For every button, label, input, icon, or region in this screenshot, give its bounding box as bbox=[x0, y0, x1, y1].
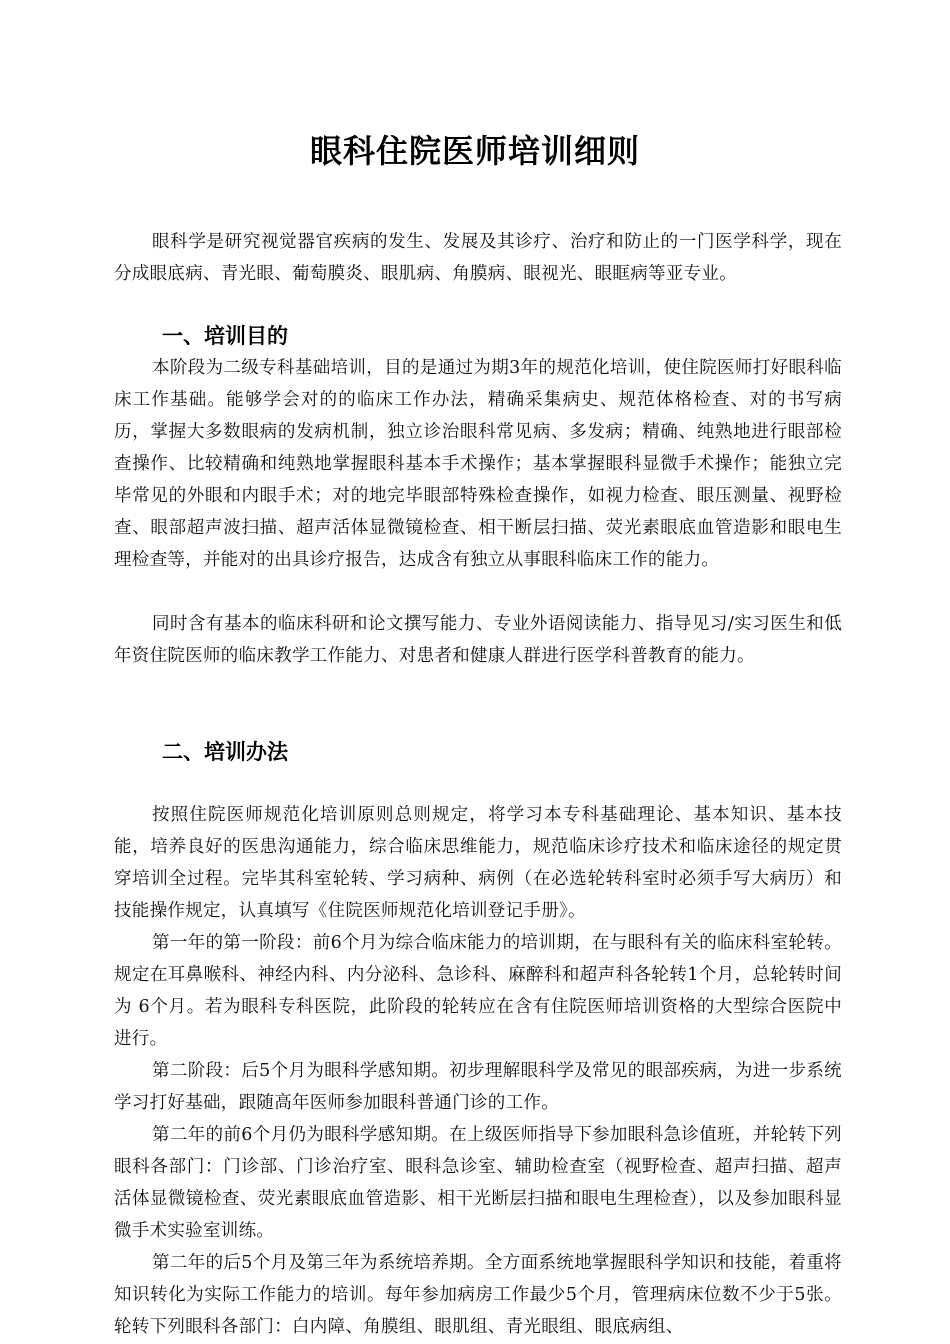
section-heading-method: 二、培训办法 bbox=[162, 740, 288, 764]
purpose-paragraph-1: 本阶段为二级专科基础培训，目的是通过为期3年的规范化培训，使住院医师打好眼科临床工作基础。能够学会对的的临床工作办法，精确采集病史、规范体格检查、对的书写病历，掌握大多数眼病的发病机制，独立诊治眼科常见病、多发病；精确、纯熟地进行眼部检查操作、比较精确和纯熟地掌握眼科基本手术操作；基本掌握眼科显微手术操作；能独立完毕常见的外眼和内眼手术；对的地完毕眼部特殊检查操作，如视力检查、眼压测量、视野检查、眼部超声波扫描、超声活体显微镜检查、相干断层扫描、荧光素眼底血管造影和眼电生理检查等，并能对的出具诊疗报告，达成含有独立从事眼科临床工作的能力。 bbox=[114, 358, 842, 570]
method-paragraph-5: 第二年的后5个月及第三年为系统培养期。全方面系统地掌握眼科学知识和技能，着重将知识转化为实际工作能力的培训。每年参加病房工作最少5个月，管理病床位数不少于5张。轮转下列眼科各部门：白内障、角膜组、眼肌组、青光眼组、眼底病组、 bbox=[114, 1253, 842, 1337]
method-paragraph-4: 第二年的前6个月仍为眼科学感知期。在上级医师指导下参加眼科急诊值班，并轮转下列眼科各部门：门诊部、门诊治疗室、眼科急诊室、辅助检查室（视野检查、超声扫描、超声活体显微镜检查、荧光素眼底血管造影、相干光断层扫描和眼电生理检查），以及参加眼科显微手术实验室训练。 bbox=[114, 1125, 842, 1241]
intro-paragraph: 眼科学是研究视觉器官疾病的发生、发展及其诊疗、治疗和防止的一门医学科学，现在分成眼底病、青光眼、葡萄膜炎、眼肌病、角膜病、眼视光、眼眶病等亚专业。 bbox=[114, 232, 842, 284]
document-title: 眼科住院医师培训细则 bbox=[309, 132, 640, 170]
method-paragraph-1: 按照住院医师规范化培训原则总则规定，将学习本专科基础理论、基本知识、基本技能，培养良好的医患沟通能力，综合临床思维能力，规范临床诊疗技术和临床途径的规定贯穿培训全过程。完毕其科室轮转、学习病种、病例（在必选轮转科室时必须手写大病历）和技能操作规定，认真填写《住院医师规范化培训登记手册》。 bbox=[114, 805, 842, 921]
section-heading-purpose: 一、培训目的 bbox=[162, 324, 288, 348]
method-paragraph-3: 第二阶段：后5个月为眼科学感知期。初步理解眼科学及常见的眼部疾病，为进一步系统学习打好基础，跟随高年医师参加眼科普通门诊的工作。 bbox=[114, 1061, 842, 1113]
method-paragraph-2: 第一年的第一阶段：前6个月为综合临床能力的培训期，在与眼科有关的临床科室轮转。规定在耳鼻喉科、神经内科、内分泌科、急诊科、麻醉科和超声科各轮转1个月，总轮转时间为 6个月。若为眼科专科医院，此阶段的轮转应在含有住院医师培训资格的大型综合医院中进行。 bbox=[114, 933, 842, 1049]
purpose-paragraph-2: 同时含有基本的临床科研和论文撰写能力、专业外语阅读能力、指导见习/实习医生和低年资住院医师的临床教学工作能力、对患者和健康人群进行医学科普教育的能力。 bbox=[114, 614, 842, 666]
